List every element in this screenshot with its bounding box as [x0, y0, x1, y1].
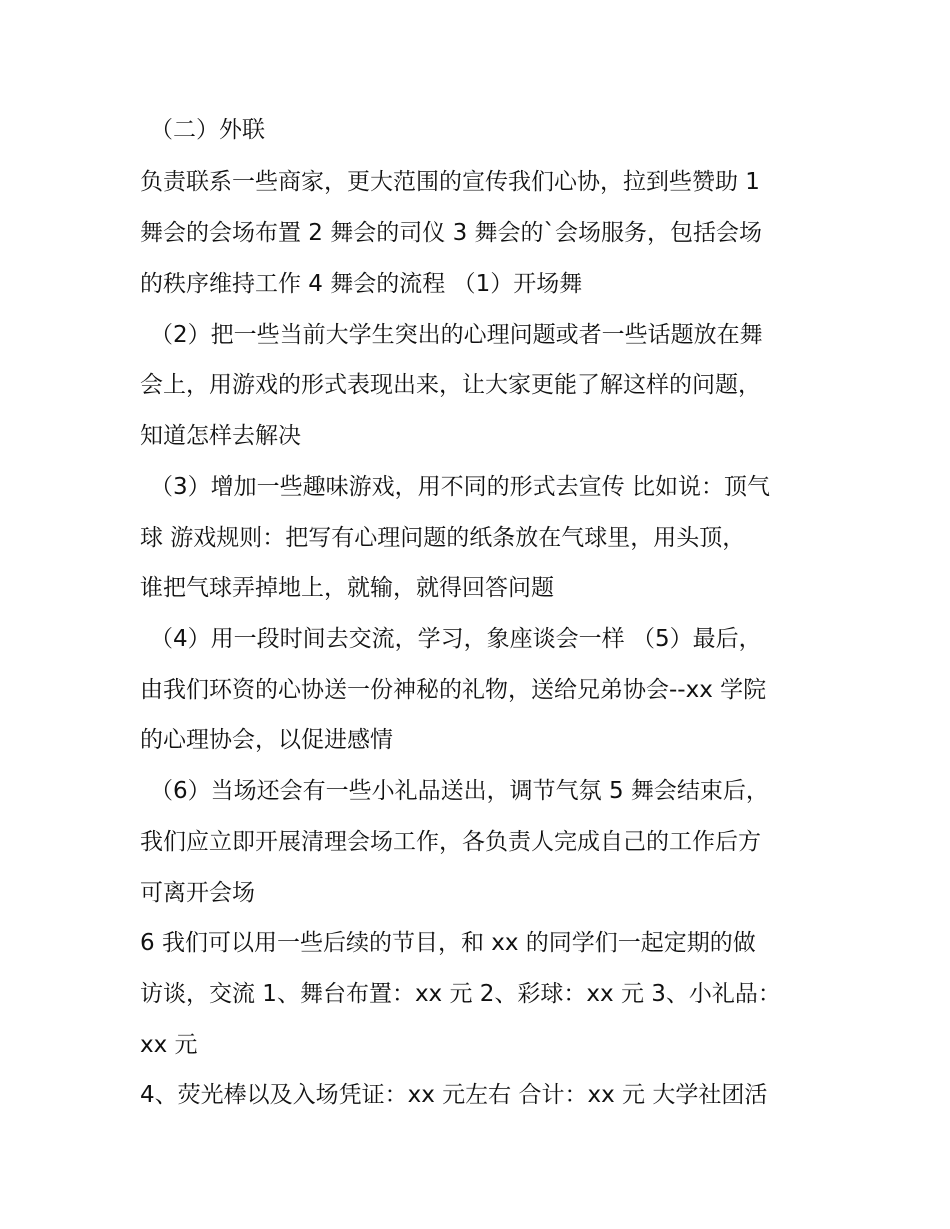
text-line: （3）增加一些趣味游戏，用不同的形式去宣传 比如说：顶气 — [150, 474, 770, 500]
text-line: xx 元 — [140, 1032, 198, 1058]
text-line: （2）把一些当前大学生突出的心理问题或者一些话题放在舞 — [150, 322, 763, 348]
text-line: 可离开会场 — [140, 880, 255, 906]
text-line: 的秩序维持工作 4 舞会的流程 （1）开场舞 — [140, 271, 583, 297]
text-line: 由我们环资的心协送一份神秘的礼物，送给兄弟协会--xx 学院 — [140, 677, 767, 703]
text-line: （4）用一段时间去交流，学习，象座谈会一样 （5）最后， — [150, 626, 762, 652]
text-line: （6）当场还会有一些小礼品送出，调节气氛 5 舞会结束后， — [150, 778, 769, 804]
text-line: 会上，用游戏的形式表现出来，让大家更能了解这样的问题， — [140, 372, 761, 398]
text-line: 6 我们可以用一些后续的节目，和 xx 的同学们一起定期的做 — [140, 930, 756, 956]
text-line: 球 游戏规则：把写有心理问题的纸条放在气球里，用头顶， — [140, 525, 746, 551]
section-heading: （二）外联 — [150, 117, 265, 143]
text-line: 负责联系一些商家，更大范围的宣传我们心协，拉到些赞助 1 — [140, 169, 760, 195]
text-line: 访谈，交流 1、舞台布置：xx 元 2、彩球：xx 元 3、小礼品： — [140, 981, 781, 1007]
text-line: 的心理协会，以促进感情 — [140, 727, 393, 753]
text-line: 谁把气球弄掉地上，就输，就得回答问题 — [140, 575, 554, 601]
text-line: 舞会的会场布置 2 舞会的司仪 3 舞会的`会场服务，包括会场 — [140, 220, 763, 246]
text-line: 知道怎样去解决 — [140, 423, 301, 449]
text-line: 4、荧光棒以及入场凭证：xx 元左右 合计：xx 元 大学社团活 — [140, 1082, 768, 1108]
text-line: 我们应立即开展清理会场工作，各负责人完成自己的工作后方 — [140, 829, 761, 855]
